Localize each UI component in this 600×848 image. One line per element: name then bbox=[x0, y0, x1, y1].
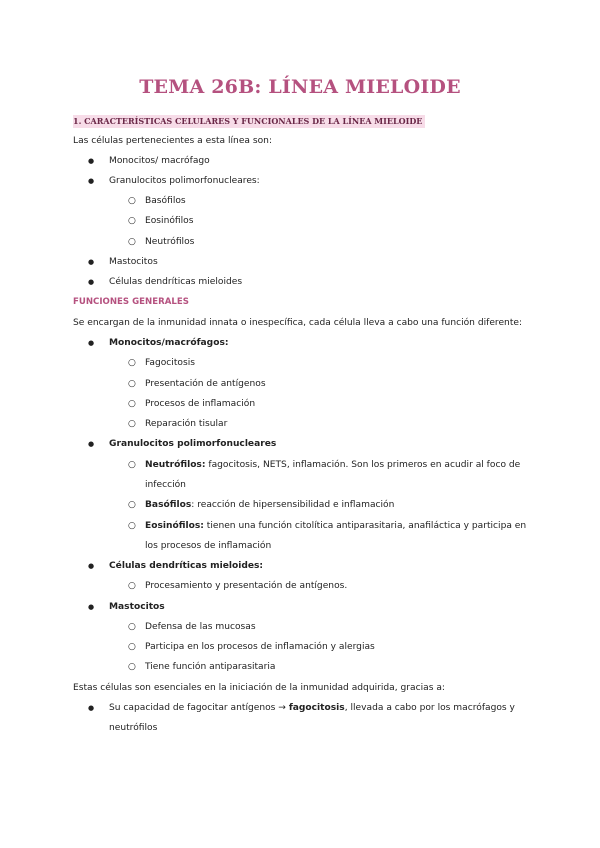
bullet-icon: ● bbox=[88, 704, 95, 712]
sub-bullet-icon: ○ bbox=[128, 419, 136, 429]
sub-bullet-icon: ○ bbox=[128, 399, 136, 409]
sub-list-item: Tiene función antiparasitaria bbox=[145, 662, 276, 672]
sub-list-item: Fagocitosis bbox=[145, 358, 195, 368]
list-item-heading: Células dendríticas mieloides: bbox=[109, 561, 264, 571]
sub-list-item: Eosinófilos bbox=[145, 216, 194, 226]
sub-list-item: Participa en los procesos de inflamación y alergias bbox=[145, 642, 375, 652]
sub-bullet-icon: ○ bbox=[128, 460, 136, 470]
sub-list-item-continuation: los procesos de inflamación bbox=[145, 541, 272, 551]
sub-list-item: Neutrófilos bbox=[145, 237, 195, 247]
sub-bullet-icon: ○ bbox=[128, 642, 136, 652]
list-item: Mastocitos bbox=[109, 257, 158, 267]
sub-list-item: Reparación tisular bbox=[145, 419, 228, 429]
bullet-icon: ● bbox=[88, 562, 95, 570]
bullet-icon: ● bbox=[88, 258, 95, 266]
intro-text: Las células pertenecientes a esta línea son: bbox=[73, 136, 273, 146]
sub-bullet-icon: ○ bbox=[128, 521, 136, 531]
list-item-heading: Granulocitos polimorfonucleares bbox=[109, 439, 277, 449]
sub-list-item: Procesamiento y presentación de antígenos. bbox=[145, 581, 348, 591]
closing-list-item: Su capacidad de fagocitar antígenos → fagocitosis, llevada a cabo por los macrófagos y bbox=[109, 703, 515, 713]
sub-bullet-icon: ○ bbox=[128, 196, 136, 206]
sub-list-item: Presentación de antígenos bbox=[145, 379, 266, 389]
sub-list-item-eosinofilos: Eosinófilos: tienen una función citolítica antiparasitaria, anafiláctica y participa en bbox=[145, 521, 527, 531]
sub-bullet-icon: ○ bbox=[128, 216, 136, 226]
list-item: Células dendríticas mieloides bbox=[109, 277, 243, 287]
sub-bullet-icon: ○ bbox=[128, 622, 136, 632]
closing-paragraph: Estas células son esenciales en la iniciación de la inmunidad adquirida, gracias a: bbox=[73, 683, 445, 693]
bullet-icon: ● bbox=[88, 603, 95, 611]
bullet-icon: ● bbox=[88, 339, 95, 347]
sub-bullet-icon: ○ bbox=[128, 662, 136, 672]
closing-list-item-continuation: neutrófilos bbox=[109, 723, 158, 733]
sub-list-item-neutrofilos: Neutrófilos: fagocitosis, NETS, inflamación. Son los primeros en acudir al foco de bbox=[145, 460, 521, 470]
sub-list-item: Procesos de inflamación bbox=[145, 399, 256, 409]
sub-bullet-icon: ○ bbox=[128, 358, 136, 368]
list-item: Granulocitos polimorfonucleares: bbox=[109, 176, 260, 186]
bullet-icon: ● bbox=[88, 177, 95, 185]
list-item-heading: Monocitos/macrófagos: bbox=[109, 338, 229, 348]
section-heading-funciones: FUNCIONES GENERALES bbox=[73, 297, 189, 307]
section-heading-caracteristicas: 1. CARACTERÍSTICAS CELULARES Y FUNCIONALES DE LA LÍNEA MIELOIDE bbox=[73, 115, 425, 128]
bullet-icon: ● bbox=[88, 278, 95, 286]
sub-bullet-icon: ○ bbox=[128, 237, 136, 247]
sub-list-item: Basófilos bbox=[145, 196, 186, 206]
sub-list-item: Defensa de las mucosas bbox=[145, 622, 256, 632]
sub-list-item-continuation: infección bbox=[145, 480, 186, 490]
list-item-heading: Mastocitos bbox=[109, 602, 165, 612]
sub-bullet-icon: ○ bbox=[128, 581, 136, 591]
section-intro: Se encargan de la inmunidad innata o inespecífica, cada célula lleva a cabo una función diferente: bbox=[73, 318, 523, 328]
sub-bullet-icon: ○ bbox=[128, 500, 136, 510]
bullet-icon: ● bbox=[88, 157, 95, 165]
page-title: TEMA 26B: LÍNEA MIELOIDE bbox=[139, 76, 461, 98]
sub-list-item-basofilos: Basófilos: reacción de hipersensibilidad e inflamación bbox=[145, 500, 395, 510]
sub-bullet-icon: ○ bbox=[128, 379, 136, 389]
list-item: Monocitos/ macrófago bbox=[109, 156, 210, 166]
bullet-icon: ● bbox=[88, 440, 95, 448]
